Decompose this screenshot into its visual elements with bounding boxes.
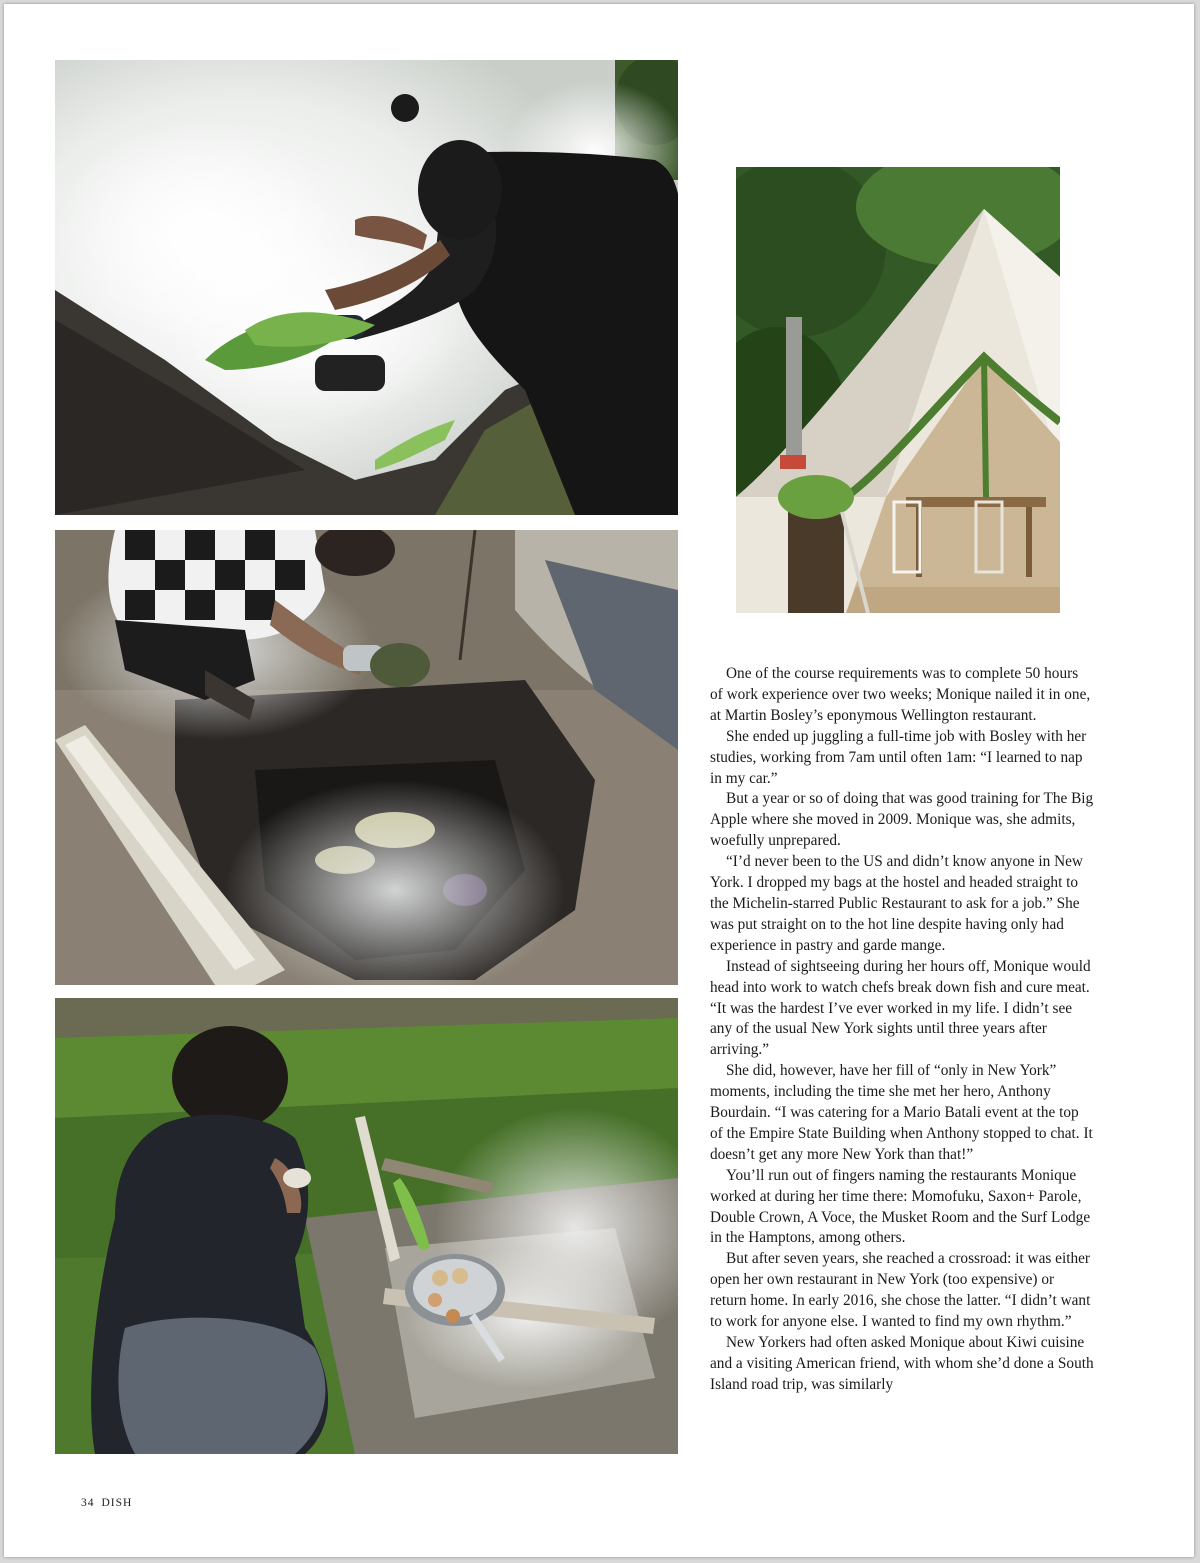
article-paragraph: “I’d never been to the US and didn’t know anyone in New York. I dropped my bags at the hostel and headed straight to the Michelin-starred Public Restaurant to ask for a job.” She was put straight on to the hot line despite having only had experience in pastry and garde mange. xyxy=(710,853,1083,954)
article-paragraph: You’ll run out of fingers naming the restaurants Monique worked at during her time there: Momofuku, Saxon+ Parole, Double Crown, A Voce, the Musket Room and the Surf Lodge in the Hamptons, among others. xyxy=(710,1166,1091,1247)
article-paragraph: She did, however, have her fill of “only in New York” moments, including the time she met her hero, Anthony Bourdain. “I was catering for a Mario Batali event at the top of the Empire State Building when Anthony stopped to chat. It doesn’t get any more New York than that!” xyxy=(710,1062,1093,1163)
photo-chef-hangi-pit xyxy=(55,530,678,985)
article-paragraph: But a year or so of doing that was good training for The Big Apple where she moved in 2009. Monique was, she admits, woefully unprepared. xyxy=(710,790,1094,850)
magazine-name: DISH xyxy=(101,1497,133,1509)
article-body xyxy=(710,664,1094,1396)
article-paragraph: Instead of sightseeing during her hours off, Monique would head into work to watch chefs break down fish and cure meat. “It was the hardest I’ve ever worked in my life. I didn’t see any of the usual New York sights until three years after arriving.” xyxy=(710,957,1091,1059)
page-folio xyxy=(81,1497,139,1509)
article-paragraph: New Yorkers had often asked Monique about Kiwi cuisine and a visiting American friend, with whom she’d done a South Island road trip, was similarly xyxy=(710,1334,1094,1393)
magazine-page xyxy=(4,4,1194,1557)
photo-bell-tent xyxy=(736,167,1060,613)
photo-chef-open-fire xyxy=(55,998,678,1454)
article-paragraph: But after seven years, she reached a crossroad: it was either open her own restaurant in New York (too expensive) or return home. In early 2016, she chose the latter. “I didn’t want to work for anyone else. I wanted to find my own rhythm.” xyxy=(710,1250,1091,1331)
photo-chef-steaming-pit xyxy=(55,60,678,515)
article-paragraph: One of the course requirements was to complete 50 hours of work experience over two weeks; Monique nailed it in one, at Martin Bosley’s eponymous Wellington restaurant. xyxy=(710,665,1091,724)
page-number: 34 xyxy=(81,1497,95,1509)
article-paragraph: She ended up juggling a full-time job with Bosley with her studies, working from 7am until often 1am: “I learned to nap in my car.” xyxy=(710,727,1087,787)
